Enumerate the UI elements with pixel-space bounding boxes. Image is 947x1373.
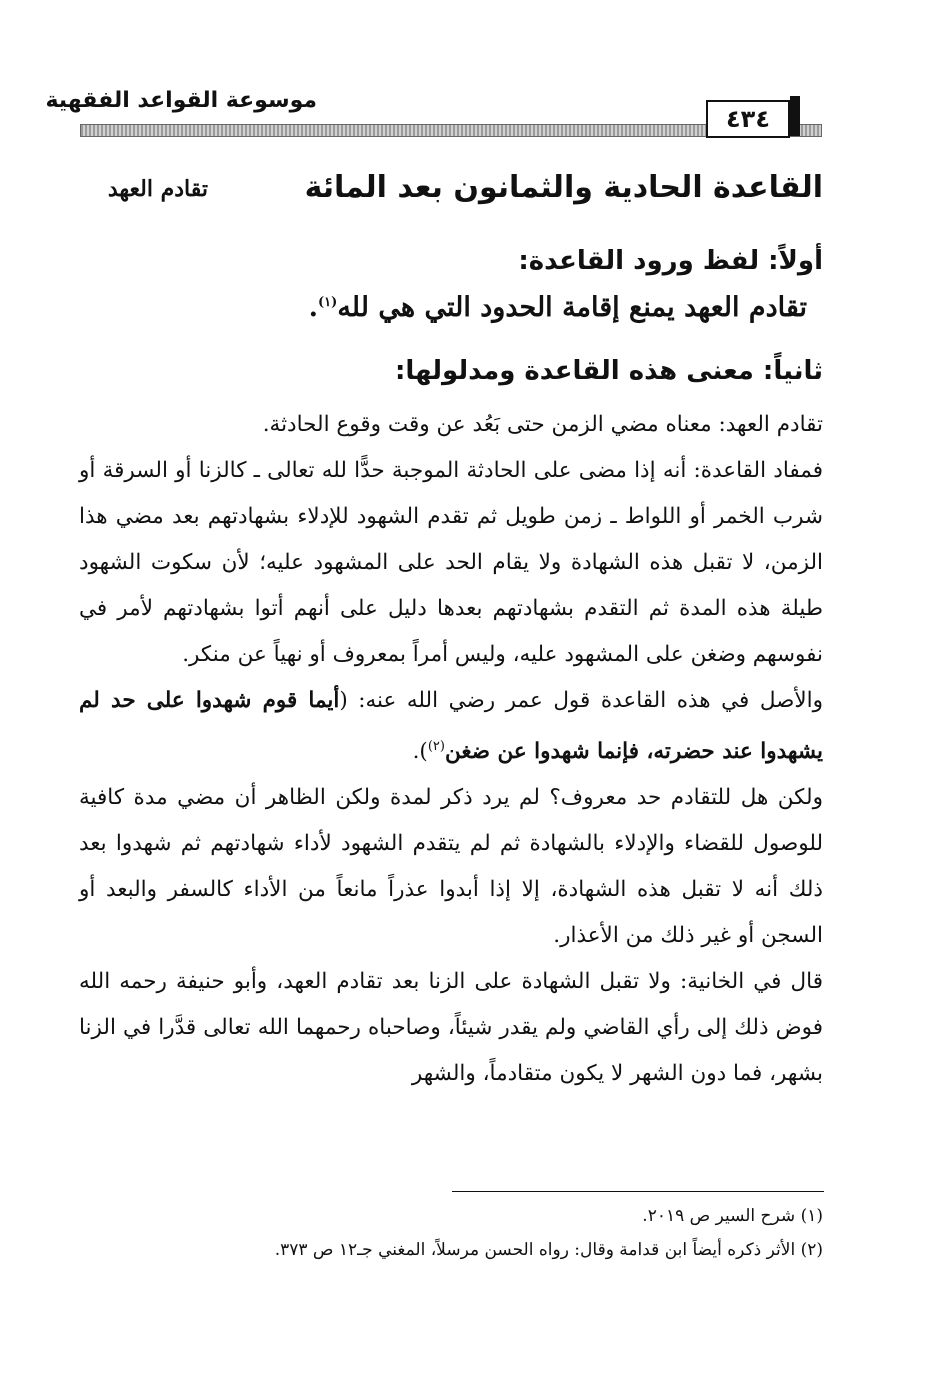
footnote-2 [79, 1240, 823, 1260]
paragraph: فمفاد القاعدة: أنه إذا مضى على الحادثة الموجبة حدًّا لله تعالى ـ كالزنا أو السرقة أو شرب الخمر أو اللواط ـ زمن طويل ثم تقدم الشهود للإدلاء بشهادتهم بعد مضي هذا الزمن، لا تقبل هذه الشهادة ولا يقام الحد على المشهود عليه؛ لأن سكوت الشهود طيلة هذه المدة ثم التقدم بشهادتهم بعدها دليل على أنهم أتوا بشهادتهم لأمر في نفوسهم وضغن على المشهود عليه، وليس أمراً بمعروف أو نهياً عن منكر. [79, 458, 824, 667]
rule-statement-text: تقادم العهد يمنع إقامة الحدود التي هي لله [337, 292, 807, 323]
section-heading-2: ثانياً: معنى هذه القاعدة ومدلولها: [394, 356, 823, 386]
footnote-ref-2[interactable]: (٢) [427, 739, 445, 754]
quote-intro: والأصل في هذه القاعدة قول عمر رضي الله عنه: ( [339, 688, 823, 713]
body-text [79, 402, 823, 1097]
section-heading-1: أولاً: لفظ ورود القاعدة: [518, 246, 823, 276]
footnote-number: (١) [800, 1206, 823, 1226]
paragraph: تقادم العهد: معناه مضي الزمن حتى بَعُد عن وقت وقوع الحادثة. [262, 412, 823, 437]
footnote-text: الأثر ذكره أيضاً ابن قدامة وقال: رواه الحسن مرسلاً، المغني جـ١٢ ص ٣٧٣. [274, 1240, 796, 1260]
book-title: موسوعة القواعد الفقهية [45, 88, 317, 113]
side-title: تقادم العهد [107, 176, 208, 202]
quote-end: ). [412, 739, 428, 765]
rule-statement: تقادم العهد يمنع إقامة الحدود التي هي لله$^{(١)}$. [308, 292, 807, 323]
page-number: ٤٣٤ [706, 100, 790, 138]
rule-title: القاعدة الحادية والثمانون بعد المائة [304, 170, 823, 205]
footnote-separator [452, 1191, 824, 1192]
footnote-text: شرح السير ص ٢٠١٩. [642, 1206, 796, 1226]
paragraph: ولكن هل للتقادم حد معروف؟ لم يرد ذكر لمدة ولكن الظاهر أن مضي مدة كافية للوصول للقضاء والإدلاء بالشهادة ثم لم يتقدم الشهود لأداء شهادتهم ثم شهدوا بعد ذلك أنه لا تقبل هذه الشهادة، إلا إذا أبدوا عذراً مانعاً من الأداء كالسفر والبعد أو السجن أو غير ذلك من الأعذار. [79, 785, 823, 949]
footnote-ref-1[interactable]: (١) [318, 295, 338, 310]
header-bar [790, 96, 800, 136]
paragraph-quote [79, 678, 823, 775]
quote-text: أيما قوم شهدوا على حد لم يشهدوا عند حضرته، فإنما شهدوا عن ضغن [79, 688, 823, 765]
footnote-1 [79, 1206, 823, 1226]
paragraph: قال في الخانية: ولا تقبل الشهادة على الزنا بعد تقادم العهد، وأبو حنيفة رحمه الله فوض ذلك إلى رأي القاضي ولم يقدر شيئاً، وصاحباه رحمهما الله تعالى قدَّرا في الزنا بشهر، فما دون الشهر لا يكون متقادماً، والشهر [79, 969, 823, 1087]
footnote-number: (٢) [800, 1240, 823, 1260]
